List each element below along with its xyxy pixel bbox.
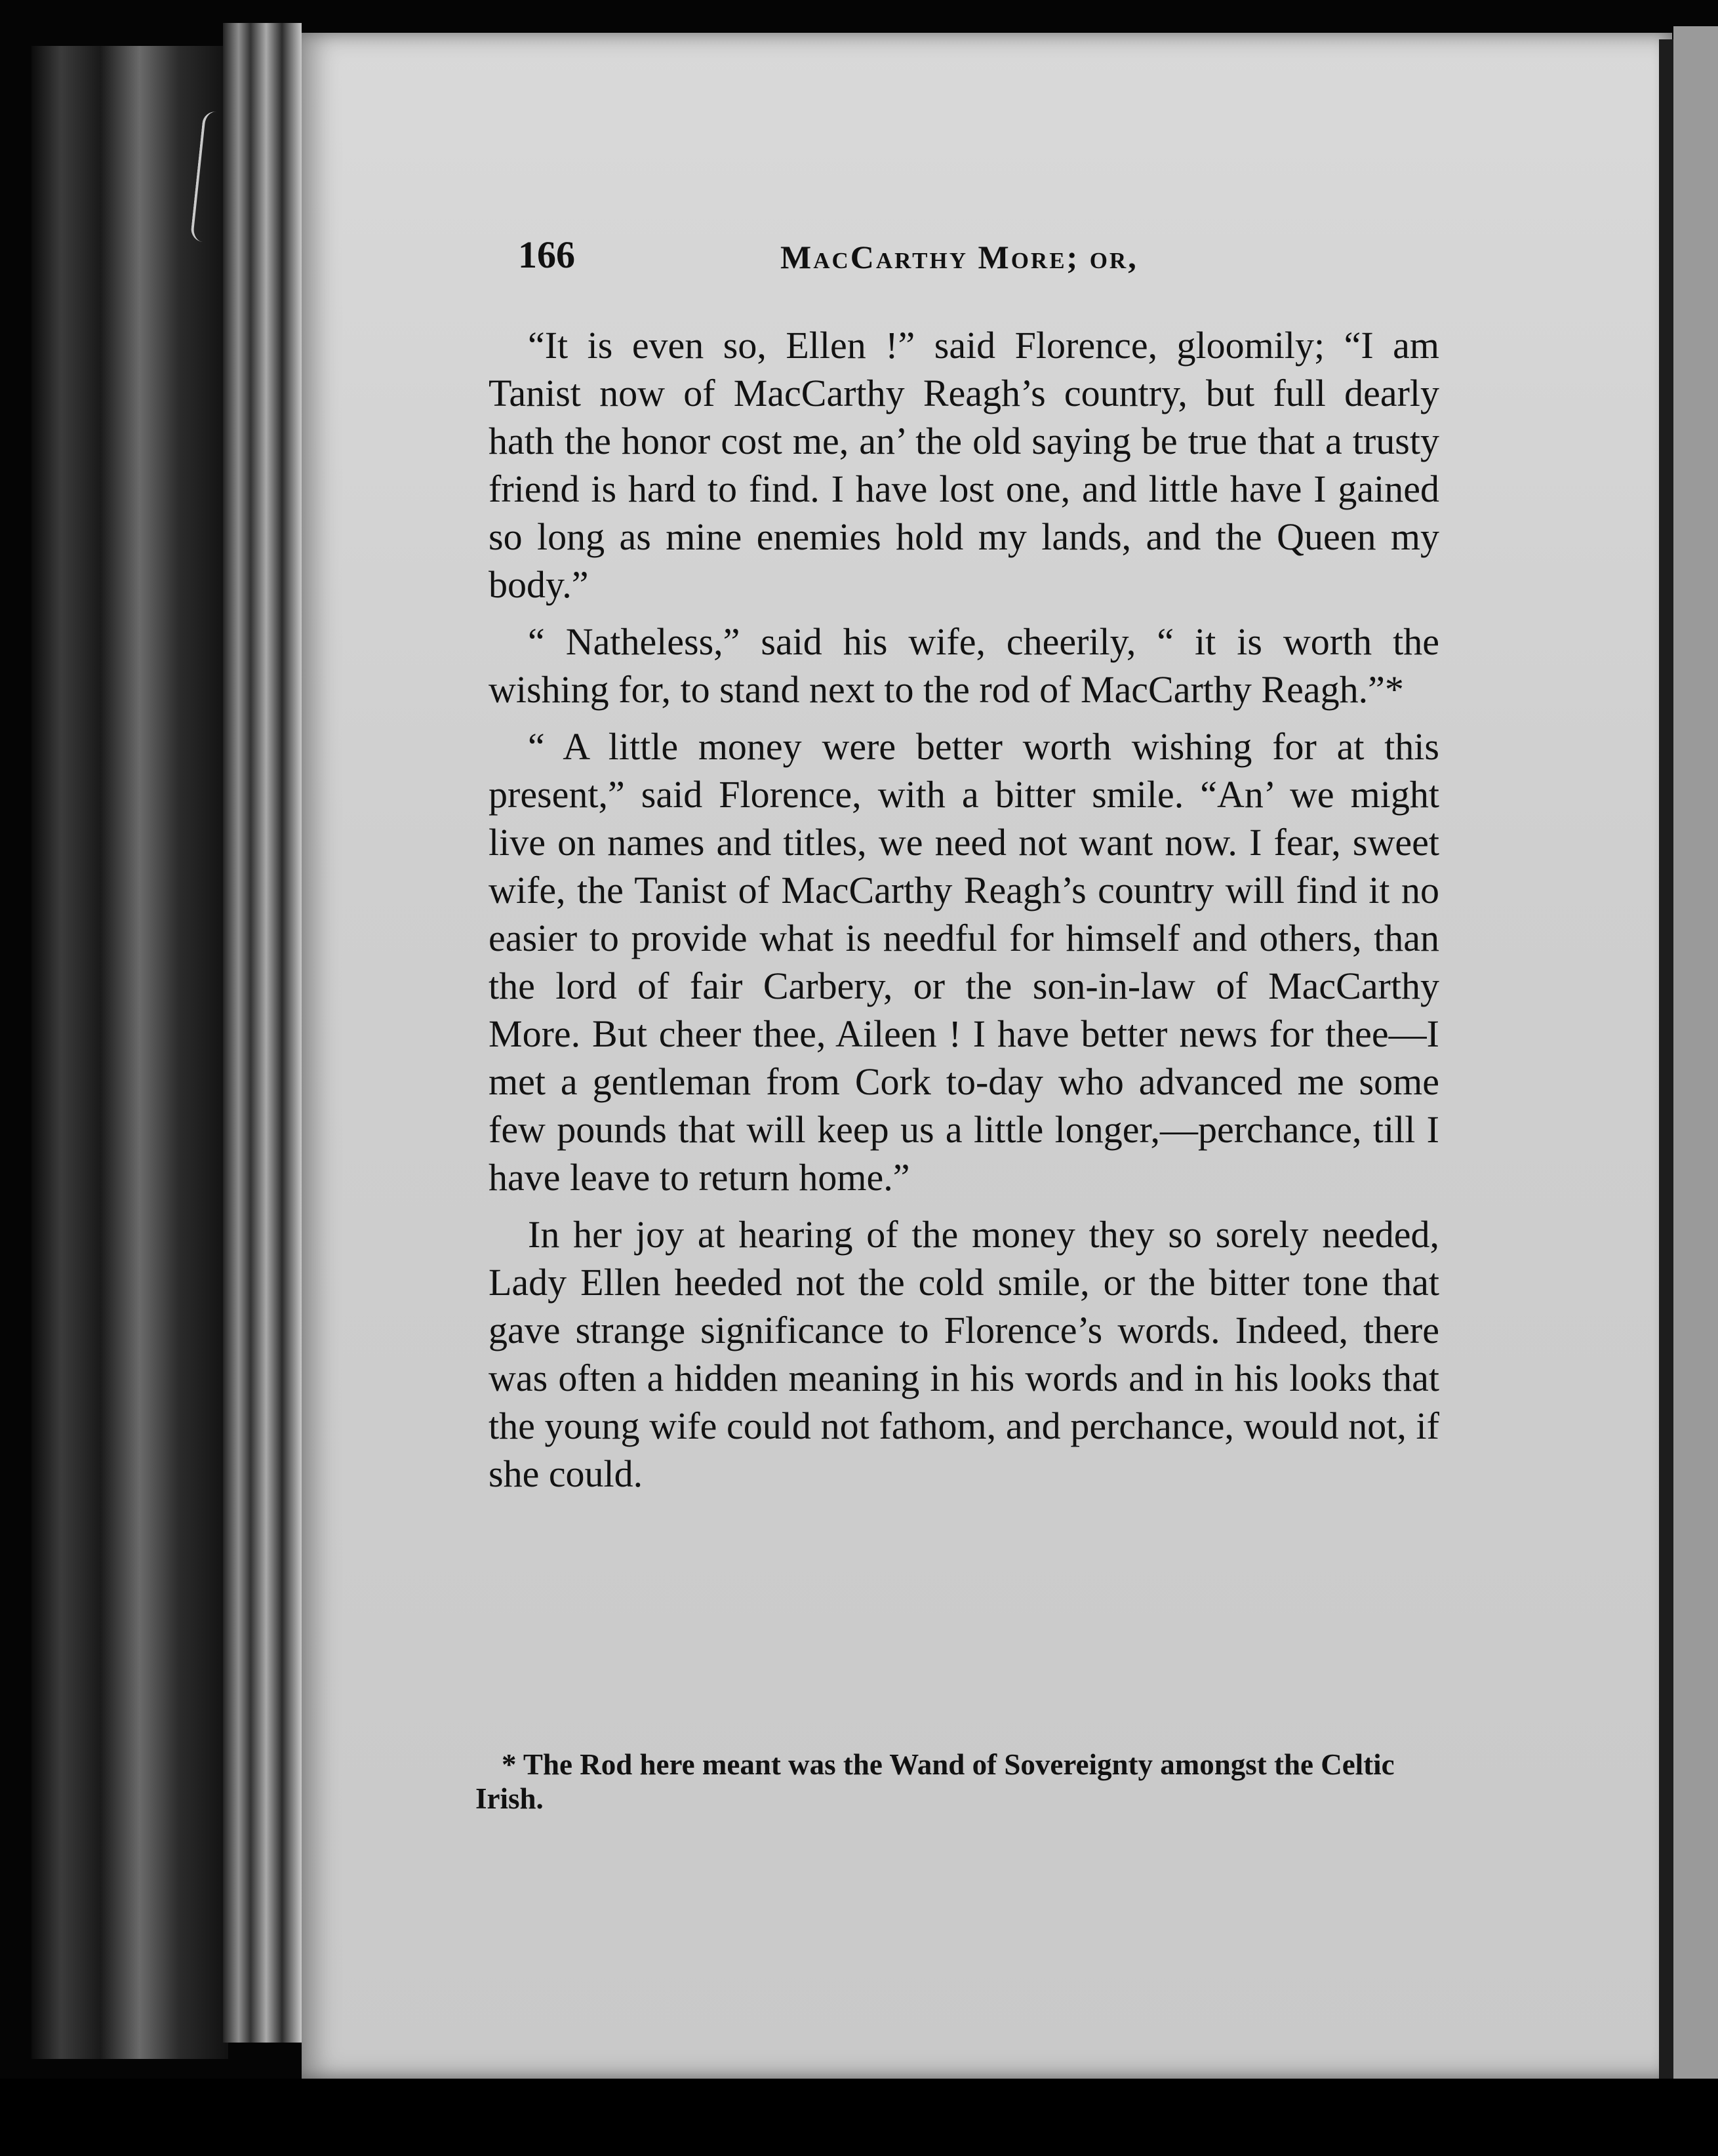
body-text: [489, 321, 1439, 1507]
footnote: * The Rod here meant was the Wand of Sovereignty amongst the Celtic Irish.: [475, 1748, 1395, 1815]
page-stack-edge: [223, 23, 302, 2043]
paragraph: “ Natheless,” said his wife, cheerily, “ it is worth the wishing for, to stand next to the rod of MacCarthy Reagh.”*: [489, 620, 1439, 711]
page-number: 166: [518, 233, 575, 276]
paragraph: “ A little money were better worth wishing for at this present,” said Florence, with a bitter smile. “An’ we might live on names and titles, we need not want now. I fear, sweet wife, the Tanist of MacCarthy Reagh’s country will find it no easier to provide what is needful for himself and others, than the lord of fair Carbery, or the son-in-law of MacCarthy More. But cheer thee, Aileen ! I have better news for thee—I met a gentleman from Cork to-day who advanced me some few pounds that will keep us a little longer,—perchance, till I have leave to return home.”: [489, 725, 1439, 1199]
page-gutter: [1659, 39, 1673, 2092]
paragraph: In her joy at hearing of the money they so sorely needed, Lady Ellen heeded not the cold smile, or the bitter tone that gave strange significance to Florence’s words. Indeed, there was often a hidden meaning in his words and in his looks that the young wife could not fathom, and perchance, would not, if she could.: [489, 1213, 1439, 1495]
scan-bottom-border: [0, 2079, 1718, 2156]
paragraph: “It is even so, Ellen !” said Florence, gloomily; “I am Tanist now of MacCarthy Reagh’s country, but full dearly hath the honor cost me, an’ the old saying be true that a trusty friend is hard to find. I have lost one, and little have I gained so long as mine enemies hold my lands, and the Queen my body.”: [489, 324, 1439, 606]
running-head: MacCarthy More; or,: [780, 239, 1138, 275]
page-header: [518, 233, 1370, 285]
book-spine: [31, 46, 228, 2059]
facing-page-edge: [1673, 26, 1718, 2125]
